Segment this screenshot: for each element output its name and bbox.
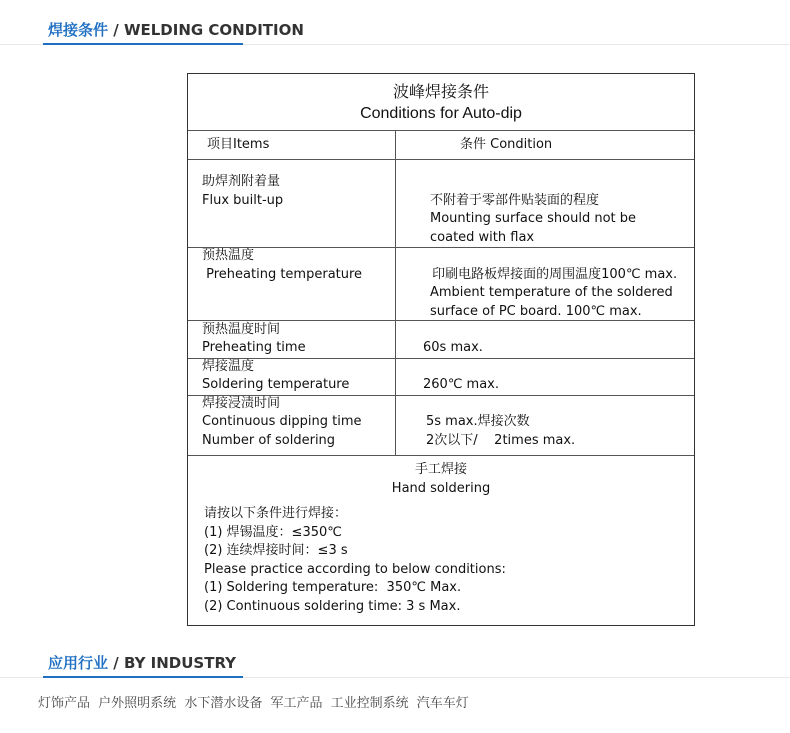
hand-soldering-line: (2) 连续焊接时间：≤3 s [204,543,348,558]
row-condition-line: 260℃ max. [423,377,500,392]
section-header-industry [0,648,790,678]
hand-soldering-line: 请按以下条件进行焊接： [204,506,348,521]
industry-link-outdoor-lighting[interactable]: 户外照明系统 [98,696,177,711]
hand-soldering-line: (1) 焊锡温度：≤350℃ [204,524,342,540]
row-item-line: Continuous dipping time [202,414,362,429]
row-condition-line: 5s max.焊接次数 [426,414,530,429]
row-item-line: Flux built-up [202,192,284,208]
table-title-zh: 波峰焊接条件 [392,82,489,101]
table-divider [188,358,694,359]
hand-soldering-title-en: Hand soldering [391,480,491,496]
table-title-en: Conditions for Auto-dip [360,105,522,122]
section-title-separator: / [108,654,124,672]
row-condition-line: 不附着于零部件贴装面的程度 [430,192,600,208]
section-header-welding [0,15,790,45]
row-condition-line: Ambient temperature of the soldered [430,285,673,300]
row-item-line: 预热温度时间 [202,321,281,337]
hand-soldering-title-zh: 手工焊接 [414,462,467,477]
row-condition-line: 60s max. [423,340,483,355]
hand-soldering-line: (1) Soldering temperature: 350℃ Max. [204,580,462,595]
section-title-en: BY INDUSTRY [123,654,237,672]
section-title-industry [48,653,236,673]
industry-link-automotive-lamps[interactable]: 汽车车灯 [416,696,469,711]
row-item-line: 焊接浸渍时间 [202,395,281,411]
row-condition-line: 2次以下/ 2times max. [426,432,576,448]
header-items: 项目Items [207,137,270,152]
section-title-separator: / [108,21,124,39]
section-title-underline [43,676,243,678]
welding-conditions-table [187,73,695,626]
header-condition: 条件 Condition [460,137,553,152]
row-item-line: Preheating temperature [202,266,363,282]
section-title-zh: 应用行业 [48,654,109,672]
row-item-line: Preheating time [202,340,306,355]
row-condition-line: 印刷电路板焊接面的周围温度100℃ max. [428,266,678,282]
table-divider [188,455,694,456]
row-item-line: 焊接温度 [202,358,255,374]
section-title-zh: 焊接条件 [48,21,109,39]
industry-link-list [38,695,473,713]
industry-link-lighting[interactable]: 灯饰产品 [38,696,91,711]
row-item-line: 预热温度 [202,248,255,263]
section-title-en: WELDING CONDITION [123,21,304,39]
table-divider [188,159,694,160]
industry-link-military[interactable]: 军工产品 [270,696,323,711]
table-column-divider [395,130,396,455]
table-divider [188,247,694,248]
industry-link-industrial-control[interactable]: 工业控制系统 [330,696,409,711]
section-title-underline [43,43,243,45]
row-item-line: Soldering temperature [202,377,350,392]
row-condition-line: Mounting surface should not be [430,211,637,226]
row-item-line: Number of soldering [202,432,336,448]
row-item-line: 助焊剂附着量 [202,174,281,189]
row-condition-line: surface of PC board. 100℃ max. [430,303,642,319]
section-title-welding [48,20,304,40]
industry-link-underwater-equipment[interactable]: 水下潜水设备 [184,696,263,711]
row-condition-line: coated with flax [430,229,535,245]
hand-soldering-line: Please practice according to below conditions: [204,561,506,577]
hand-soldering-line: (2) Continuous soldering time: 3 s Max. [204,598,461,614]
table-divider [188,130,694,131]
